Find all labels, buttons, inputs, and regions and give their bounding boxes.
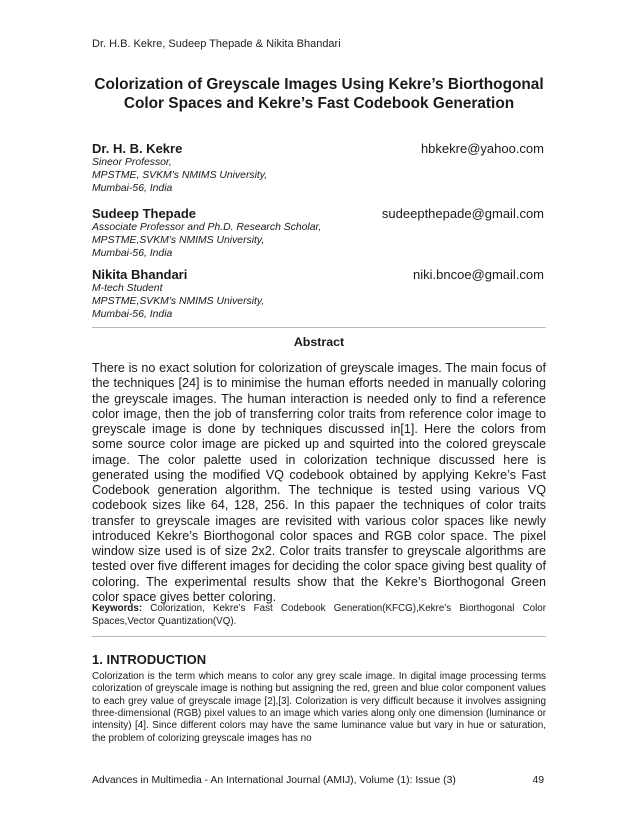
author-affiliation-line: Mumbai-56, India (92, 183, 173, 194)
keywords-label: Keywords: (92, 603, 143, 614)
keywords-text: Colorization, Kekre’s Fast Codebook Generation(KFCG),Kekre’s Biorthogonal Color Spaces,Vector Quantization(VQ). (92, 603, 546, 627)
running-head: Dr. H.B. Kekre, Sudeep Thepade & Nikita Bhandari (92, 38, 341, 50)
divider (92, 636, 546, 637)
author-email[interactable]: sudeepthepade@gmail.com (381, 206, 544, 221)
author-block-1 (92, 141, 546, 195)
title-line-1: Colorization of Greyscale Images Using Kekre’s Biorthogonal (94, 76, 544, 93)
abstract-text: There is no exact solution for colorization of greyscale images. The main focus of the techniques [24] is to minimise the human efforts needed in manually coloring the greyscale images. The human interaction is needed only to find a reference color image, then the job of transferring color traits from reference color image to greyscale image is done by techniques discussed in[1]. Here the colors from some source color image are picked up and squirted into the colored greyscale image. The color palette used in colorization technique discussed here is generated using the modified VQ codebook obtained by applying Kekre’s Fast Codebook generation algorithm. The technique is tested using various VQ codebook sizes like 64, 128, 256. In this papaer the techniques of color traits transfer to greyscale images are revisited with various color spaces like newly introduced Kekre’s Biorthogonal color spaces and RGB color space. The pixel window size used is of size 2x2. Color traits transfer to greyscale algorithms are tested over five different images for deciding the color space giving best quality of coloring. The experimental results show that the Kekre’s Biorthogonal Green color space gives better coloring. (92, 361, 546, 604)
section-heading-introduction: 1. INTRODUCTION (92, 652, 207, 667)
author-name: Sudeep Thepade (92, 206, 197, 221)
author-affiliation-line: Mumbai-56, India (92, 248, 173, 259)
title-line-2: Color Spaces and Kekre’s Fast Codebook Generation (123, 95, 515, 112)
journal-citation: Advances in Multimedia - An International Journal (AMIJ), Volume (1): Issue (3) (92, 775, 456, 786)
author-affiliation-line: MPSTME,SVKM’s NMIMS University, (92, 235, 265, 246)
author-name: Nikita Bhandari (92, 267, 188, 282)
author-affiliation-line: Mumbai-56, India (92, 309, 173, 320)
page-number: 49 (532, 775, 544, 786)
author-email[interactable]: niki.bncoe@gmail.com (413, 267, 544, 282)
author-affiliation-line: M-tech Student (92, 283, 163, 294)
author-affiliation-line: MPSTME,SVKM’s NMIMS University, (92, 296, 265, 307)
author-name: Dr. H. B. Kekre (92, 141, 183, 156)
paper-title (92, 75, 546, 113)
author-affiliation-line: Sineor Professor, (92, 157, 172, 168)
author-block-2 (92, 206, 546, 260)
author-block-3 (92, 267, 546, 321)
abstract-heading: Abstract (293, 335, 345, 349)
author-affiliation-line: Associate Professor and Ph.D. Research Scholar, (92, 222, 322, 233)
keywords (92, 603, 546, 628)
introduction-text: Colorization is the term which means to color any grey scale image. In digital image processing terms colorization of greyscale image is nothing but assigning the red, green and blue color component values to each grey value of greyscale image [2],[3]. Colorization is very difficult because it involves assigning three-dimensional (RGB) pixel values to an image which varies along only one dimension (luminance or intensity) [4]. Since different colors may have the same luminance value but vary in hue or saturation, the problem of colorizing greyscale images has no (92, 671, 546, 744)
page-footer (92, 775, 546, 786)
author-email[interactable]: hbkekre@yahoo.com (420, 141, 544, 156)
divider (92, 327, 546, 328)
author-affiliation-line: MPSTME, SVKM’s NMIMS University, (92, 170, 268, 181)
